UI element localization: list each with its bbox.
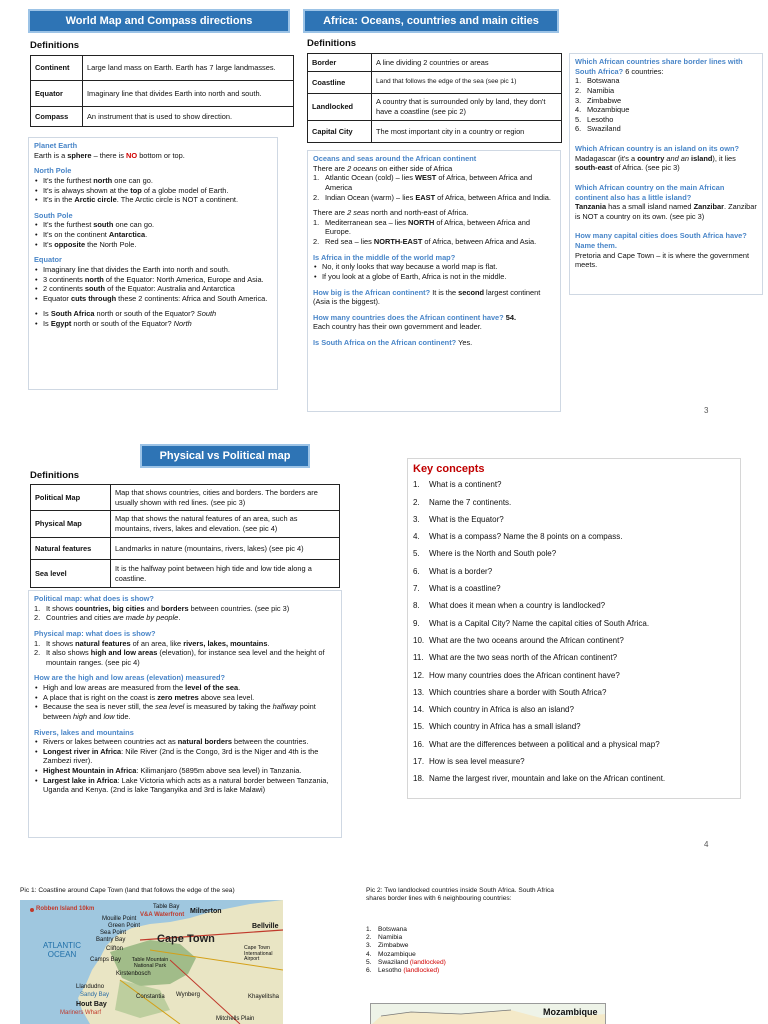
list-item: 5. Swaziland (landlocked): [366, 958, 446, 966]
list-item: 1. Atlantic Ocean (cold) – lies WEST of Africa, between Africa and America: [313, 173, 533, 192]
equator-questions: [34, 309, 272, 328]
table-row: [308, 72, 562, 94]
seas-list: [313, 218, 555, 247]
page-number: 3: [704, 406, 709, 415]
key-concept-item: 4. What is a compass? Name the 8 points on a compass.: [413, 532, 623, 542]
definition-desc: Imaginary line that divides Earth into north and south.: [83, 81, 294, 107]
map-label: Cape Town International Airport: [244, 945, 273, 963]
table-row: [31, 511, 340, 538]
definition-desc: Land that follows the edge of the sea (see pic 1): [372, 72, 562, 94]
map-label: Bellville: [252, 923, 279, 930]
definition-term: Landlocked: [308, 94, 372, 121]
list-item: • Highest Mountain in Africa: Kilimanjaro (5895m above sea level) in Tanzania.: [34, 766, 336, 776]
border-countries-list: [575, 76, 757, 134]
map-label: Mouille Point: [102, 916, 137, 922]
list-item: 6. Swaziland: [575, 124, 621, 134]
list-item: 3. Zimbabwe: [575, 95, 622, 105]
definition-desc: Large land mass on Earth. Earth has 7 large landmasses.: [83, 56, 294, 81]
map-label: Mariners Wharf: [60, 1010, 102, 1016]
sa-question: Is South Africa on the African continent? Yes.: [313, 338, 473, 347]
list-item: 5. Lesotho: [575, 114, 614, 124]
pic2-caption: Pic 2: Two landlocked countries inside South Africa. South Africa shares border lines with 6 neighbouring countries:: [366, 887, 554, 903]
table-row: [308, 121, 562, 143]
map-label: Robben Island 10km: [36, 906, 95, 912]
key-concept-item: 3. What is the Equator?: [413, 514, 504, 524]
definition-term: Equator: [31, 81, 83, 107]
middle-answers: [313, 262, 555, 281]
oceans-intro: There are 2 oceans on either side of Africa: [313, 163, 453, 173]
pic2-map: [370, 1003, 606, 1024]
list-item: • Rivers or lakes between countries act as natural borders between the countries.: [34, 737, 336, 747]
key-concept-item: 17. How is sea level measure?: [413, 757, 525, 767]
map-label: Green Point: [108, 923, 141, 929]
list-item: 2. Countries and cities are made by people.: [34, 613, 181, 623]
equator-list: [34, 265, 272, 304]
list-item: • It's in the Arctic circle. The Arctic circle is NOT a continent.: [34, 195, 272, 205]
key-concept-item: 16. What are the differences between a political and a physical map?: [413, 739, 660, 749]
key-concept-item: 7. What is a coastline?: [413, 584, 501, 594]
key-concept-item: 13. Which countries share a border with South Africa?: [413, 687, 607, 697]
key-concepts-list: [413, 480, 735, 791]
list-item: • It's the furthest north one can go.: [34, 176, 272, 186]
pic2-country-list: [366, 926, 556, 975]
pic1-caption: Pic 1: Coastline around Cape Town (land that follows the edge of the sea): [20, 887, 235, 894]
table-row: [308, 54, 562, 72]
physical-question: Physical map: what does is show?: [34, 628, 156, 638]
rivers-heading: Rivers, lakes and mountains: [34, 727, 134, 737]
list-item: • 3 continents north of the Equator: North America, Europe and Asia.: [34, 275, 272, 285]
map-label: Hout Bay: [76, 1001, 107, 1008]
list-item: • It's is always shown at the top of a globe model of Earth.: [34, 186, 272, 196]
list-item: • Longest river in Africa: Nile River (2nd is the Congo, 3rd is the Niger and 4th is the Zambezi river).: [34, 747, 336, 766]
table-row: [31, 560, 340, 588]
definition-term: Coastline: [308, 72, 372, 94]
table-row: [31, 107, 294, 127]
table-row: [31, 81, 294, 107]
key-concept-item: 18. Name the largest river, mountain and lake on the African continent.: [413, 774, 666, 784]
definition-term: Natural features: [31, 538, 111, 560]
list-item: 1. Botswana: [575, 76, 620, 86]
key-concepts-title: Key concepts: [413, 463, 485, 475]
list-item: • Imaginary line that divides the Earth into north and south.: [34, 265, 272, 275]
table-row: [31, 538, 340, 560]
map-label: Kirstenbosch: [116, 971, 151, 977]
section1-notes-box: [28, 137, 278, 390]
map-label: Sea Point: [100, 930, 127, 936]
oceans-list: [313, 173, 555, 202]
list-item: 4. Mozambique: [575, 105, 630, 115]
definition-desc: Map that shows the natural features of an area, such as mountains, rivers, lakes and elevation. (see pic 4): [111, 511, 340, 538]
physical-list: [34, 639, 336, 668]
list-item: • It's opposite the North Pole.: [34, 240, 272, 250]
list-item: • Largest lake in Africa: Lake Victoria which acts as a natural border between Tanzania, Uganda and Kenya. (2nd is lake Tanganyika and 3rd is lake Malawi): [34, 776, 336, 795]
map-label: Khayelitsha: [248, 994, 280, 1000]
planet-heading: Planet Earth: [34, 141, 78, 150]
list-item: 1. Mediterranean sea – lies NORTH of Africa, between Africa and Europe.: [313, 217, 531, 237]
small-island-answer: Tanzania has a small island named Zanzibar. Zanzibar is NOT a country on its own. (see pic 3): [575, 202, 757, 221]
key-concept-item: 12. How many countries does the African continent have?: [413, 670, 620, 680]
definition-term: Physical Map: [31, 511, 111, 538]
list-item: • It's on the continent Antarctica.: [34, 230, 272, 240]
map-label: Camps Bay: [90, 957, 122, 963]
map-label: Mitchells Plain: [216, 1016, 255, 1022]
definition-desc: The most important city in a country or region: [372, 121, 562, 143]
list-item: 2. Namibia: [366, 934, 403, 942]
key-concept-item: 14. Which country in Africa is also an island?: [413, 705, 574, 715]
map-label: V&A Waterfront: [140, 912, 185, 918]
list-item: • It's the furthest south one can go.: [34, 220, 272, 230]
definition-desc: A line dividing 2 countries or areas: [372, 54, 562, 72]
planet-text: Earth is a sphere – there is NO bottom or top.: [34, 150, 185, 160]
definition-desc: An instrument that is used to show direction.: [83, 107, 294, 127]
key-concept-item: 9. What is a Capital City? Name the capital cities of South Africa.: [413, 618, 650, 628]
list-item: 2. Namibia: [575, 85, 615, 95]
capital-answer: Pretoria and Cape Town – it is where the government meets.: [575, 250, 750, 270]
oceans-heading: Oceans and seas around the African continent: [313, 154, 477, 163]
map-label: Wynberg: [176, 992, 200, 998]
capital-question: How many capital cities does South Africa have? Name them.: [575, 231, 747, 250]
count-answer: Each country has their own government and leader.: [313, 322, 482, 332]
list-item: • Is Egypt north or south of the Equator? North: [34, 319, 272, 329]
big-question: How big is the African continent? It is the second largest continent (Asia is the biggest).: [313, 287, 541, 307]
map-label-ocean: ATLANTIC OCEAN: [42, 941, 82, 959]
map-label: Table Bay: [153, 904, 180, 910]
map-label-country: Mozambique: [543, 1007, 598, 1017]
definition-desc: A country that is surrounded only by land, they don't have a coastline (see pic 2): [372, 94, 562, 121]
seas-intro: There are 2 seas north and north-east of Africa.: [313, 208, 469, 218]
section2-banner: Africa: Oceans, countries and main cities: [303, 9, 559, 33]
list-item: 1. Botswana: [366, 926, 407, 933]
list-item: • 2 continents south of the Equator: Australia and Antarctica: [34, 284, 272, 294]
political-question: Political map: what does is show?: [34, 594, 154, 603]
list-item: 3. Zimbabwe: [366, 942, 409, 950]
pic1-map: [20, 900, 283, 1024]
elevation-question: How are the high and low areas (elevation) measured?: [34, 673, 225, 683]
definition-term: Sea level: [31, 560, 111, 588]
section3-definitions-heading: Definitions: [30, 470, 80, 481]
section3-banner: Physical vs Political map: [140, 444, 310, 468]
list-item: • Equator cuts through these 2 continents: Africa and South America.: [34, 294, 272, 304]
map-label: Clifton: [106, 946, 124, 952]
small-island-question: Which African country on the main African continent also has a little island?: [575, 182, 725, 202]
list-item: 1. It shows countries, big cities and borders between countries. (see pic 3): [34, 603, 290, 613]
key-concept-item: 2. Name the 7 continents.: [413, 497, 512, 507]
north-pole-list: [34, 176, 272, 205]
island-answer: Madagascar (it's a country and an island), it lies south-east of Africa. (see pic 3): [575, 153, 736, 173]
map-label: Table Mountain National Park: [131, 957, 169, 969]
map-label: Milnerton: [190, 908, 222, 915]
list-item: 4. Mozambique: [366, 950, 416, 958]
section3-definitions-table: [30, 484, 340, 588]
definition-term: Continent: [31, 56, 83, 81]
list-item: 2. Indian Ocean (warm) – lies EAST of Africa, between Africa and India.: [313, 192, 551, 202]
list-item: • High and low areas are measured from the level of the sea.: [34, 683, 336, 693]
island-question: Which African country is an island on its own?: [575, 144, 739, 153]
section1-definitions-heading: Definitions: [30, 40, 80, 51]
definition-term: Compass: [31, 107, 83, 127]
definition-term: Capital City: [308, 121, 372, 143]
map-label: Bantry Bay: [96, 937, 126, 943]
map-label: Llandudno: [76, 984, 105, 990]
equator-heading: Equator: [34, 255, 62, 265]
section2-notes-box: [307, 150, 561, 412]
table-row: [31, 56, 294, 81]
section2-side-box: [569, 53, 763, 295]
list-item: • Is South Africa north or south of the Equator? South: [34, 309, 272, 319]
map-label: Constantia: [136, 994, 165, 1000]
section1-banner: World Map and Compass directions: [28, 9, 290, 33]
list-item: 2. It also shows high and low areas (elevation), for instance sea level and the height of mountain ranges. (see pic 4): [34, 648, 325, 667]
list-item: • No, it only looks that way because a world map is flat.: [313, 262, 555, 272]
north-pole-heading: North Pole: [34, 166, 72, 176]
map-label-city: Cape Town: [157, 933, 215, 945]
middle-question: Is Africa in the middle of the world map?: [313, 252, 456, 262]
definition-desc: Landmarks in nature (mountains, rivers, lakes) (see pic 4): [111, 538, 340, 560]
key-concept-item: 10. What are the two oceans around the African continent?: [413, 635, 624, 645]
key-concept-item: 6. What is a border?: [413, 566, 493, 576]
south-pole-heading: South Pole: [34, 210, 73, 220]
definition-desc: It is the halfway point between high tide and low tide along a coastline.: [111, 560, 340, 588]
section2-definitions-heading: Definitions: [307, 38, 357, 49]
key-concept-item: 8. What does it mean when a country is landlocked?: [413, 601, 606, 611]
table-row: [31, 485, 340, 511]
definition-term: Border: [308, 54, 372, 72]
list-item: 6. Lesotho (landlocked): [366, 967, 440, 975]
key-concepts-box: [407, 458, 741, 799]
border-question: Which African countries share border lines with South Africa? 6 countries:: [575, 57, 743, 76]
section3-notes-box: [28, 590, 342, 838]
definition-desc: Map that shows countries, cities and borders. The borders are usually shown with red lines. (see pic 3): [111, 485, 340, 511]
south-pole-list: [34, 220, 272, 249]
political-list: [34, 604, 336, 623]
section2-definitions-table: [307, 53, 562, 143]
key-concept-item: 15. Which country in Africa has a small island?: [413, 722, 581, 732]
key-concept-item: 11. What are the two seas north of the African continent?: [413, 653, 618, 663]
elevation-list: [34, 683, 336, 722]
list-item: 1. It shows natural features of an area, like rivers, lakes, mountains.: [34, 638, 270, 648]
section1-definitions-table: [30, 55, 294, 127]
definition-term: Political Map: [31, 485, 111, 511]
table-row: [308, 94, 562, 121]
list-item: • A place that is right on the coast is zero metres above sea level.: [34, 693, 336, 703]
rivers-list: [34, 737, 336, 795]
page-number: 4: [704, 840, 709, 849]
key-concept-item: 5. Where is the North and South pole?: [413, 549, 557, 559]
map-label: Sandy Bay: [80, 992, 110, 998]
list-item: 2. Red sea – lies NORTH-EAST of Africa, between Africa and Asia.: [313, 237, 537, 246]
list-item: • If you look at a globe of Earth, Africa is not in the middle.: [313, 272, 555, 282]
key-concept-item: 1. What is a continent?: [413, 480, 502, 490]
list-item: • Because the sea is never still, the sea level is measured by taking the halfway point between high and low tide.: [34, 702, 336, 721]
count-question: How many countries does the African continent have? 54.: [313, 312, 517, 322]
